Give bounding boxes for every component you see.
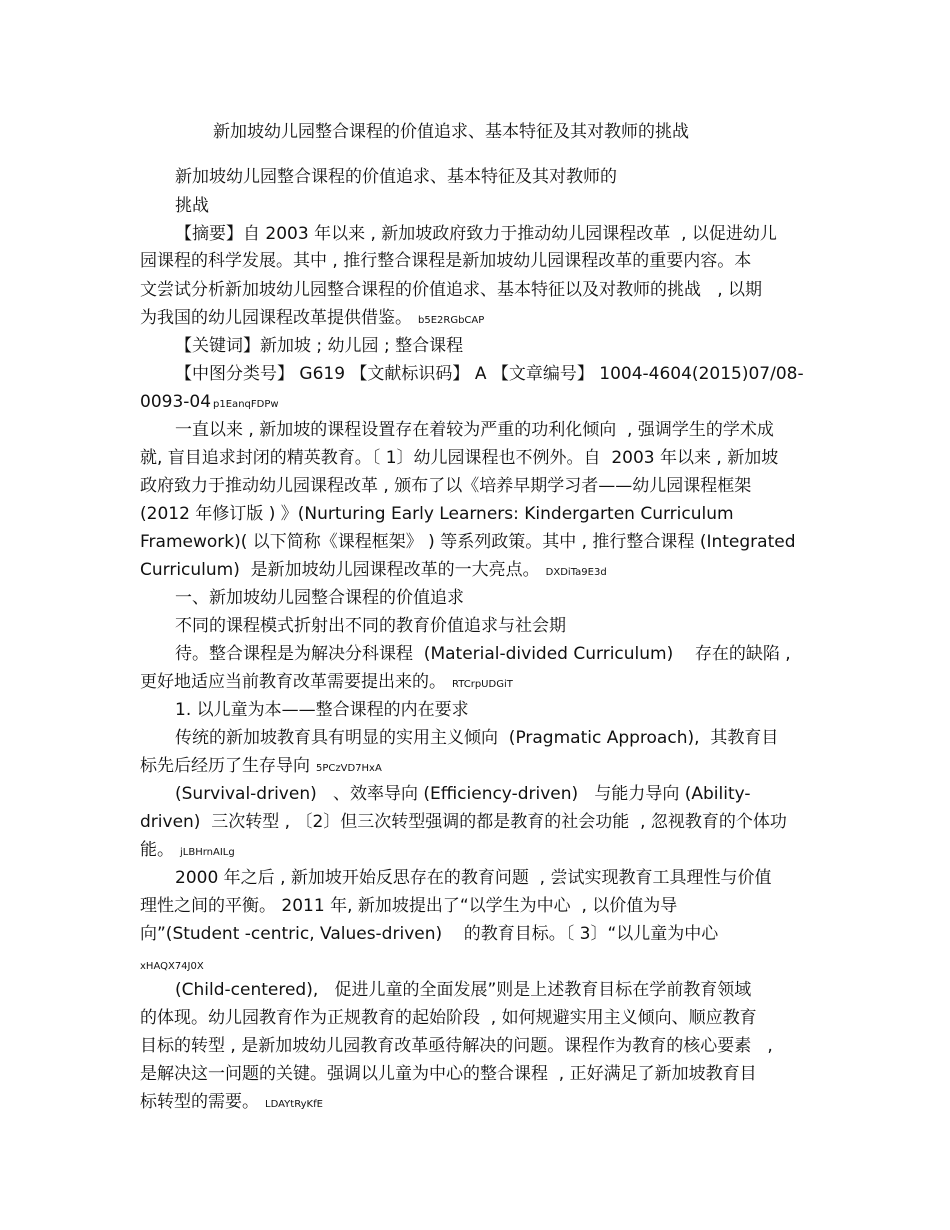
body-line	[140, 475, 751, 497]
line-text: 一、新加坡幼儿园整合课程的价值追求	[175, 588, 464, 608]
doc-code: RTCrpUDGiT	[452, 679, 513, 690]
subsection-heading	[175, 699, 469, 721]
line-text: 是解决这一问题的关键。强调以儿童为中心的整合课程 , 正好满足了新加坡教育目	[140, 1064, 757, 1084]
body-line	[175, 643, 791, 665]
body-line	[140, 503, 734, 525]
body-line	[175, 419, 774, 441]
classification-line	[175, 363, 804, 385]
body-line	[140, 1091, 323, 1116]
body-line	[175, 615, 566, 637]
line-text: 更好地适应当前教育改革需要提出来的。	[140, 672, 446, 692]
body-line	[140, 923, 718, 945]
line-text: 【中图分类号】 G619 【文献标识码】 A 【文章编号】 1004-4604(2015)07/08-	[175, 364, 804, 384]
body-line	[140, 953, 204, 978]
body-line	[140, 1063, 757, 1085]
line-text: Framework)( 以下简称《课程框架》 ) 等系列政策。其中 , 推行整合课程 (Integrated	[140, 532, 796, 552]
line-text: 不同的课程模式折射出不同的教育价值追求与社会期	[175, 616, 566, 636]
line-text: 待。整合课程是为解决分科课程 (Material-divided Curriculum) 存在的缺陷 ,	[175, 644, 791, 664]
doc-code: b5E2RGbCAP	[418, 315, 485, 326]
line-text: 标转型的需要。	[140, 1092, 259, 1112]
line-text: 传统的新加坡教育具有明显的实用主义倾向 (Pragmatic Approach), 其教育目	[175, 728, 779, 748]
line-text: 【摘要】自 2003 年以来 , 新加坡政府致力于推动幼儿园课程改革 , 以促进幼儿	[175, 224, 777, 244]
body-line	[175, 727, 778, 749]
line-text: (2012 年修订版 ) 》(Nurturing Early Learners: Kindergarten Curriculum	[140, 504, 734, 524]
line-text: 挑战	[175, 196, 209, 216]
abstract-line	[140, 279, 762, 301]
line-text: 一直以来 , 新加坡的课程设置存在着较为严重的功利化倾向 , 强调学生的学术成	[175, 420, 774, 440]
body-line	[140, 755, 382, 780]
line-text: 的体现。幼儿园教育作为正规教育的起始阶段 , 如何规避实用主义倾向、顺应教育	[140, 1008, 757, 1028]
body-line	[140, 895, 677, 917]
line-text: 园课程的科学发展。其中 , 推行整合课程是新加坡幼儿园课程改革的重要内容。本	[140, 251, 752, 271]
document-title: 新加坡幼儿园整合课程的价值追求、基本特征及其对教师的挑战	[213, 122, 689, 142]
line-text: (Survival-driven) 、效率导向 (Efficiency-driven) 与能力导向 (Ability-	[175, 784, 751, 804]
line-text: 【关键词】新加坡 ; 幼儿园 ; 整合课程	[175, 336, 464, 356]
line-text: 能。	[140, 840, 174, 860]
line-text: 就, 盲目追求封闭的精英教育。〔 1〕幼儿园课程也不例外。自 2003 年以来 , 新加坡	[140, 448, 779, 468]
line-text: 为我国的幼儿园课程改革提供借鉴。	[140, 308, 412, 328]
body-line	[140, 447, 778, 469]
line-text: (Child-centered), 促进儿童的全面发展”则是上述教育目标在学前教育领域	[175, 980, 752, 1000]
line-text: driven) 三次转型 , 〔2〕但三次转型强调的都是教育的社会功能 , 忽视教育的个体功	[140, 812, 787, 832]
body-line	[175, 783, 751, 805]
line-text: 标先后经历了生存导向	[140, 756, 310, 776]
doc-code: p1EanqFDPw	[213, 399, 279, 410]
line-text: 1. 以儿童为本——整合课程的内在要求	[175, 700, 469, 720]
doc-code: xHAQX74J0X	[140, 961, 204, 972]
line-text: 2000 年之后 , 新加坡开始反思存在的教育问题 , 尝试实现教育工具理性与价值	[175, 868, 772, 888]
heading-line	[175, 166, 617, 188]
body-line	[140, 811, 787, 833]
line-text: 文尝试分析新加坡幼儿园整合课程的价值追求、基本特征以及对教师的挑战 , 以期	[140, 280, 763, 300]
doc-code: DXDiTa9E3d	[545, 567, 607, 578]
body-line	[175, 979, 751, 1001]
body-line	[140, 671, 513, 696]
heading-line	[175, 195, 209, 217]
body-line	[140, 531, 796, 553]
classification-line	[140, 391, 279, 416]
doc-code: 5PCzVD7HxA	[316, 763, 382, 774]
doc-code: jLBHrnAILg	[180, 847, 235, 858]
doc-code: LDAYtRyKfE	[265, 1099, 323, 1110]
line-text: 新加坡幼儿园整合课程的价值追求、基本特征及其对教师的	[175, 167, 617, 187]
body-line	[140, 1007, 757, 1029]
abstract-line	[175, 223, 777, 245]
body-line	[140, 1035, 773, 1057]
line-text: 0093-04	[140, 392, 212, 412]
line-text: 向”(Student -centric, Values-driven) 的教育目标。〔 3〕“以儿童为中心	[140, 924, 719, 944]
line-text: Curriculum) 是新加坡幼儿园课程改革的一大亮点。	[140, 560, 540, 580]
body-line	[140, 559, 607, 584]
line-text: 政府致力于推动幼儿园课程改革 , 颁布了以《培养早期学习者——幼儿园课程框架	[140, 476, 752, 496]
keywords-line	[175, 335, 463, 357]
line-text: 目标的转型 , 是新加坡幼儿园教育改革亟待解决的问题。课程作为教育的核心要素 ,	[140, 1036, 773, 1056]
section-heading	[175, 587, 464, 609]
abstract-line	[140, 307, 484, 332]
line-text: 理性之间的平衡。 2011 年, 新加坡提出了“以学生为中心 , 以价值为导	[140, 896, 678, 916]
body-line	[175, 867, 772, 889]
body-line	[140, 839, 235, 864]
abstract-line	[140, 250, 751, 272]
